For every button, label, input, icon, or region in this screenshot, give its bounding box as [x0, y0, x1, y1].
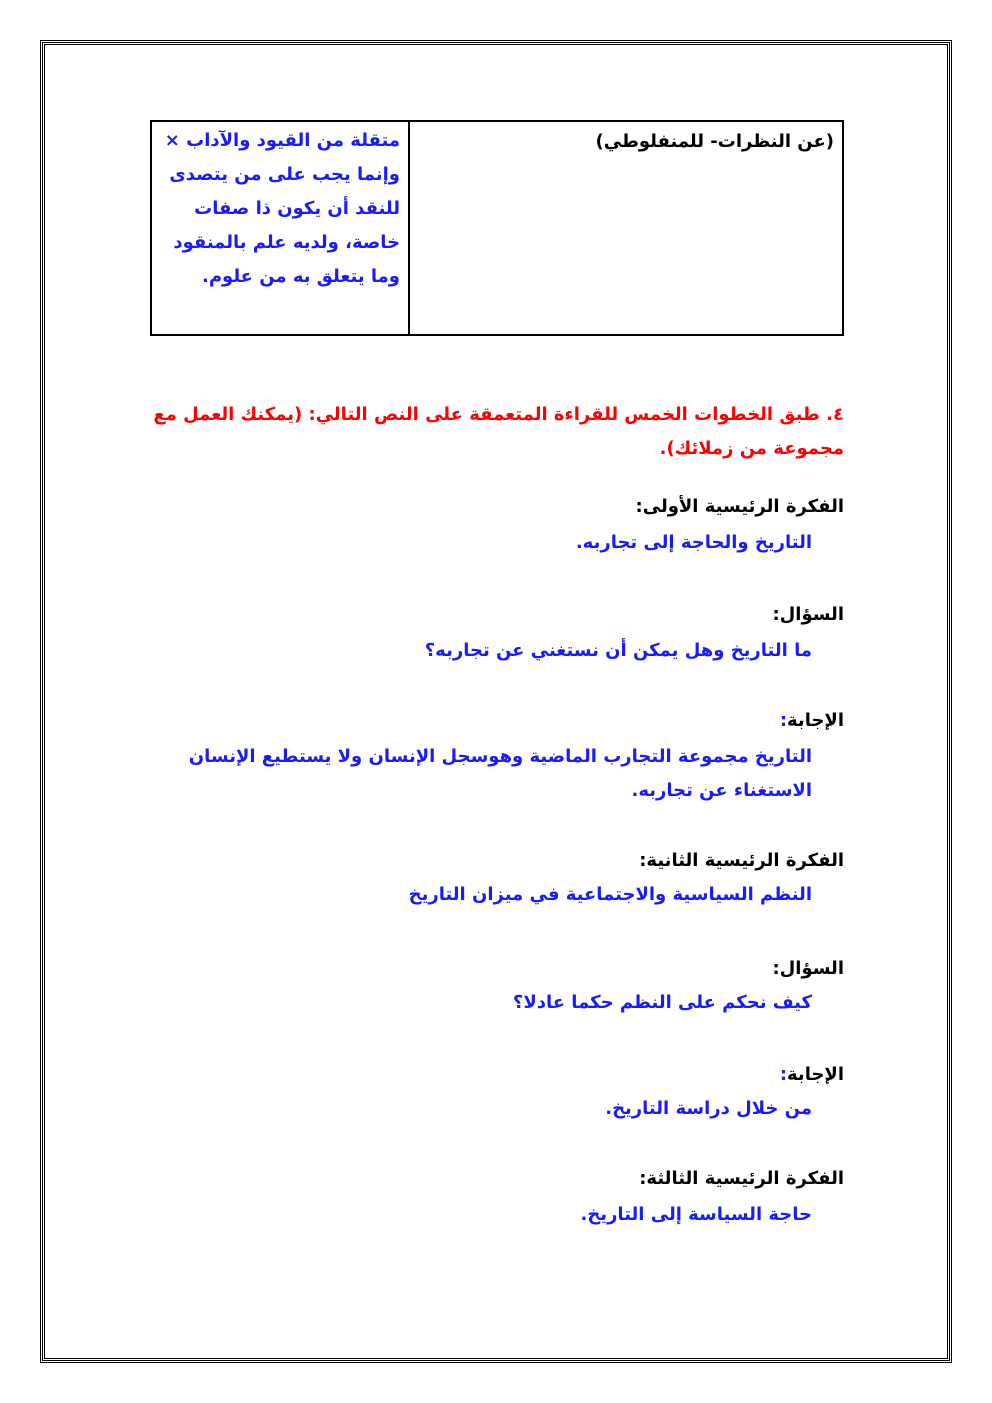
source-cell — [408, 122, 842, 334]
notes-line: وما يتعلق به من علوم. — [202, 266, 400, 287]
section-label-idea-1: الفكرة الرئيسية الأولى: — [635, 496, 844, 517]
answer-line-2: الاستغناء عن تجاربه. — [631, 780, 812, 801]
section-label-idea-3: الفكرة الرئيسية الثالثة: — [639, 1168, 844, 1189]
section-label-question-2: السؤال: — [772, 958, 844, 979]
notes-line: وإنما يجب على من يتصدى — [169, 164, 400, 185]
instruction-line-1: ٤. طبق الخطوات الخمس للقراءة المتعمقة على النص التالي: (يمكنك العمل مع — [153, 404, 844, 425]
section-text-question-2: كيف نحكم على النظم حكما عادلا؟ — [512, 992, 812, 1013]
notes-line: خاصة، ولديه علم بالمنقود — [173, 232, 400, 253]
source-text: (عن النظرات- للمنفلوطي) — [595, 131, 834, 152]
section-label-idea-2: الفكرة الرئيسية الثانية: — [639, 850, 844, 871]
section-text-question-1: ما التاريخ وهل يمكن أن نستغني عن تجاربه؟ — [424, 640, 812, 661]
answer-colon: : — [779, 1064, 788, 1085]
quote-table — [150, 120, 844, 336]
section-label-answer-2 — [780, 1064, 844, 1085]
instruction — [144, 398, 844, 466]
instruction-line-2: مجموعة من زملائك). — [659, 438, 844, 459]
notes-line: للنقد أن يكون ذا صفات — [194, 198, 400, 219]
section-text-idea-1: التاريخ والحاجة إلى تجاربه. — [575, 532, 812, 553]
notes-line: متقلة من القيود والآداب × — [164, 130, 400, 151]
section-label-answer-1 — [780, 710, 844, 731]
answer-label: الإجابة — [787, 710, 844, 731]
answer-colon: : — [779, 710, 788, 731]
answer-line-1: التاريخ مجموعة التجارب الماضية وهوسجل الإنسان ولا يستطيع الإنسان — [188, 746, 812, 767]
answer-label: الإجابة — [787, 1064, 844, 1085]
section-text-answer-1 — [172, 740, 812, 808]
section-label-question-1: السؤال: — [772, 604, 844, 625]
section-text-idea-2: النظم السياسية والاجتماعية في ميزان التاريخ — [408, 884, 812, 905]
section-text-answer-2: من خلال دراسة التاريخ. — [605, 1098, 812, 1119]
notes-cell — [152, 122, 408, 334]
section-text-idea-3: حاجة السياسة إلى التاريخ. — [580, 1204, 812, 1225]
